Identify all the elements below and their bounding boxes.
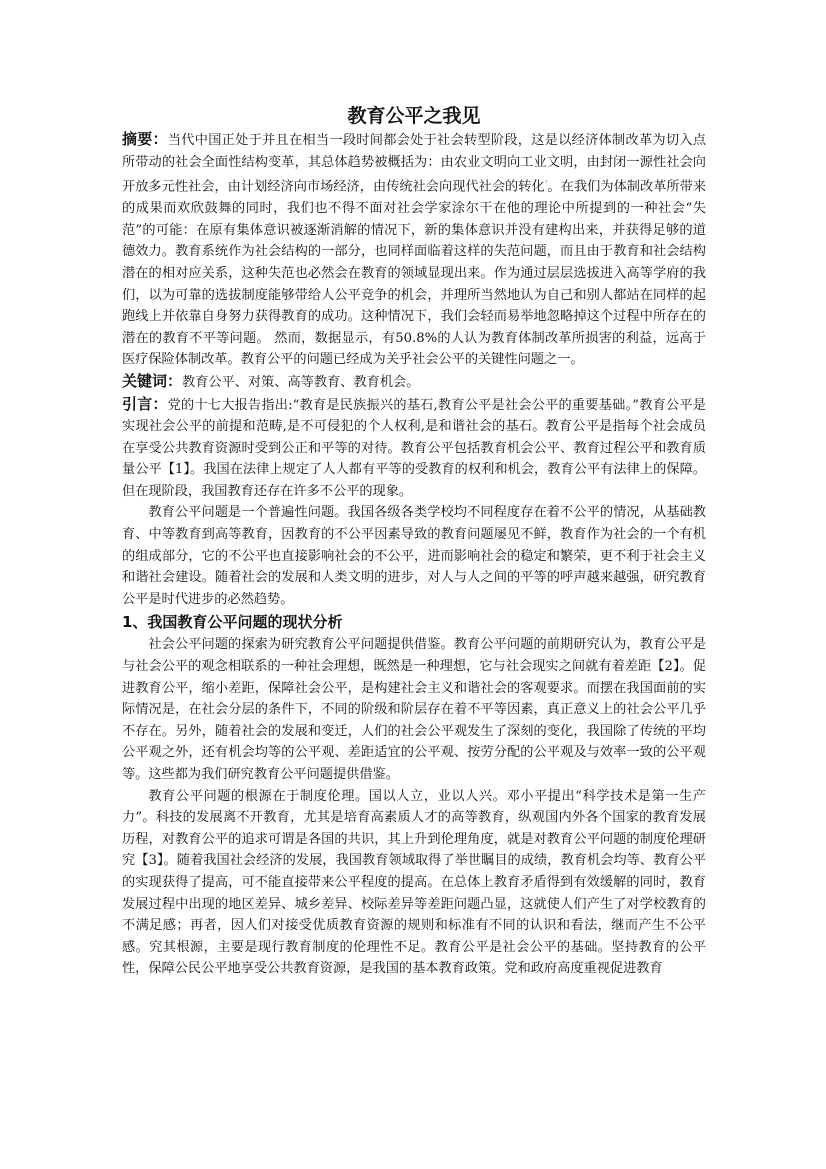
abstract-paragraph [122, 129, 706, 371]
document-page [122, 104, 706, 980]
body-paragraph-institutional-ethics: 教育公平问题的根源在于制度伦理。国以人立，业以人兴。邓小平提出“科学技术是第一生产力”。科技的发展离不开教育，尤其是培育高素质人才的高等教育，纵观国内外各个国家的教育发展历程，对教育公平的追求可谓是各国的共识，其上升到伦理角度，就是对教育公平问题的制度伦理研究【3】。随着我国社会经济的发展，我国教育领域取得了举世瞩目的成绩，教育机会均等、教育公平的实现获得了提高，可不能直接带来公平程度的提高。在总体上教育矛盾得到有效缓解的同时，教育发展过程中出现的地区差异、城乡差异、校际差异等差距问题凸显，这就使人们产生了对学校教育的不满足感；再者，因人们对接受优质教育资源的规则和标准有不同的认识和看法，继而产生不公平感。究其根源，主要是现行教育制度的伦理性不足。教育公平是社会公平的基础。坚持教育的公平性，保障公民公平地享受公共教育资源，是我国的基本教育政策。党和政府高度重视促进教育 [122, 788, 706, 977]
abstract-text: 当代中国正处于并且在相当一段时间都会处于社会转型阶段，这是以经济体制改革为切入点所带动的社会全面性结构变革，其总体趋势被概括为：由农业文明向工业文明，由封闭一源性社会向开放多元性社会，由计划经济向市场经济，由传统社会向现代社会的转化 [122, 133, 706, 195]
body-paragraph-social-fairness: 社会公平问题的探索为研究教育公平问题提供借鉴。教育公平问题的前期研究认为，教育公平是与社会公平的观念相联系的一种社会理想，既然是一种理想，它与社会现实之间就有着差距【2】。促进教育公平，缩小差距，保障社会公平，是构建社会主义和谐社会的客观要求。而摆在我国面前的实际情况是，在社会分层的条件下，不同的阶级和阶层存在着不平等因素，真正意义上的社会公平几乎不存在。另外，随着社会的发展和变迁，人们的社会公平观发生了深刻的变化，我国除了传统的平均公平观之外，还有机会均等的公平观、差距适宜的公平观、按劳分配的公平观及与效率一致的公平观等。这些都为我们研究教育公平问题提供借鉴。 [122, 637, 706, 783]
abstract-text-continued: 。在我们为体制改革所带来的成果而欢欣鼓舞的同时，我们也不得不面对社会学家涂尔干在他的理论中所提到的一种社会“失范”的可能：在原有集体意识被逐渐消解的情况下，新的集体意识并没有建构出来，并获得足够的道德效力。教育系统作为社会结构的一部分，也同样面临着这样的失范问题，而且由于教育和社会结构潜在的相对应关系，这种失范也必然会在教育的领域显现出来。作为通过层层选拔进入高等学府的我们，以为可靠的选拔制度能够带给人公平竞争的机会，并理所当然地认为自己和别人都站在同样的起跑线上并依靠自身努力获得教育的成功。这种情况下，我们会轻而易举地忽略掉这个过程中所存在的潜在的教育不平等问题。 然而，数据显示，有50.8%的人认为教育体制改革所损害的利益，远高于医疗保险体制改革。教育公平的问题已经成为关乎社会公平的关键性问题之一。 [122, 179, 707, 368]
keywords-label: 关键词： [122, 371, 183, 390]
intro-label: 引言： [122, 394, 168, 413]
section-heading-1: 1、我国教育公平问题的现状分析 [122, 613, 343, 632]
page-title: 教育公平之我见 [347, 105, 481, 127]
keywords-paragraph [122, 371, 706, 394]
abstract-label: 摘要： [122, 130, 168, 148]
footnote-mark[interactable]: ¹ [544, 179, 548, 188]
body-paragraph-universality: 教育公平问题是一个普遍性问题。我国各级各类学校均不同程度存在着不公平的情况，从基础教育、中等教育到高等教育，因教育的不公平因素导致的教育问题屡见不鲜，教育作为社会的一个有机的组成部分，它的不公平也直接影响社会的不公平，进而影响社会的稳定和繁荣，更不利于社会主义和谐社会建设。随着社会的发展和人类文明的进步，对人与人之间的平等的呼声越来越强，研究教育公平是时代进步的必然趋势。 [122, 505, 706, 607]
intro-paragraph [122, 394, 706, 503]
intro-text: 党的十七大报告指出:“教育是民族振兴的基石,教育公平是社会公平的重要基础。”教育公平是实现社会公平的前提和范畴,是不可侵犯的个人权利,是和谐社会的基石。教育公平是指每个社会成员在享受公共教育资源时受到公正和平等的对待。教育公平包括教育机会公平、教育过程公平和教育质量公平【1】。我国在法律上规定了人人都有平等的受教育的权利和机会，教育公平有法律上的保障。但在现阶段，我国教育还存在许多不公平的现象。 [122, 397, 706, 499]
keywords-text: 教育公平、对策、高等教育、教育机会。 [182, 374, 420, 390]
